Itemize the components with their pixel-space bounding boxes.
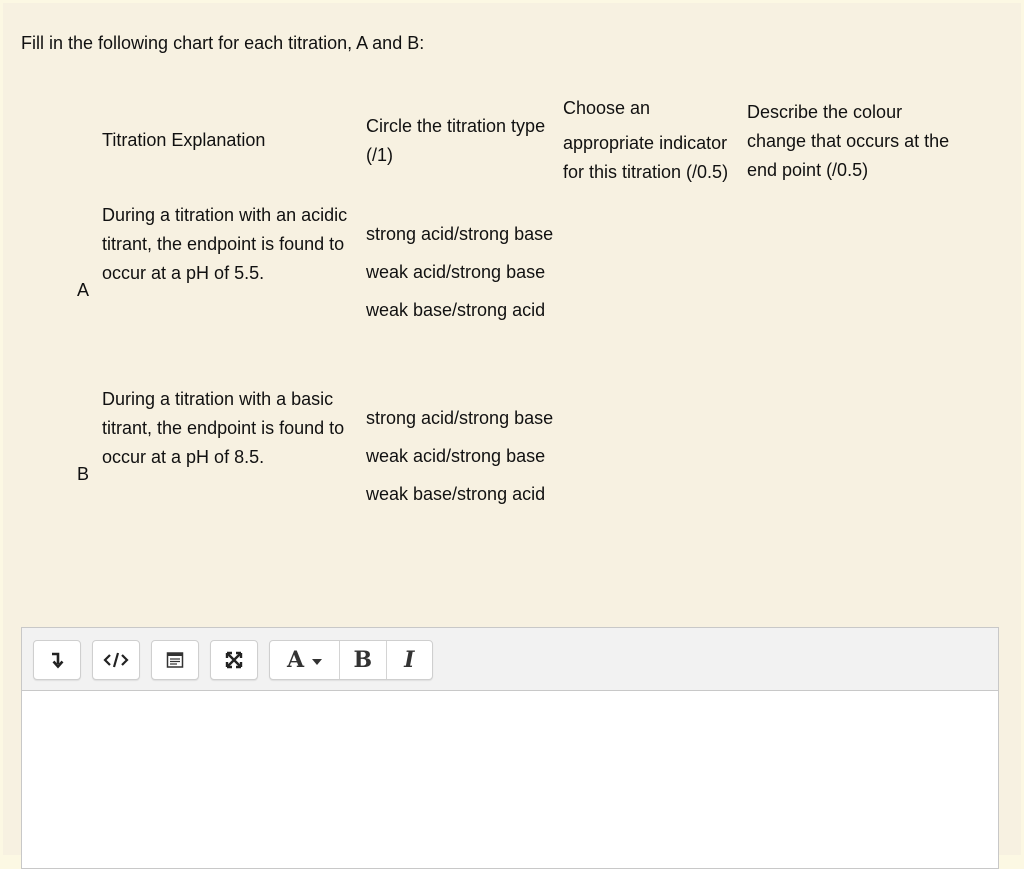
- question-page: [3, 3, 1021, 855]
- html-source-button[interactable]: [92, 640, 140, 680]
- row-a-option-weak-acid-strong-base: weak acid/strong base: [366, 262, 546, 282]
- row-b-explanation: During a titration with a basic titrant, the endpoint is found to occur at a pH of 8.5.: [102, 389, 345, 467]
- insert-template-button[interactable]: [151, 640, 199, 680]
- header-titration-type: Circle the titration type (/1): [366, 116, 546, 165]
- question-prompt: Fill in the following chart for each titration, A and B:: [21, 33, 425, 53]
- header-indicator-line2: appropriate indicator for this titration (/0.5): [563, 133, 729, 182]
- row-b-option-strong-acid-strong-base: strong acid/strong base: [366, 408, 554, 428]
- header-titration-explanation: Titration Explanation: [102, 130, 266, 150]
- row-b-option-weak-acid-strong-base: weak acid/strong base: [366, 446, 546, 466]
- row-a-explanation: During a titration with an acidic titrant, the endpoint is found to occur at a pH of 5.5.: [102, 205, 348, 283]
- collapse-toolbar-button[interactable]: [33, 640, 81, 680]
- bold-button[interactable]: [340, 641, 386, 679]
- text-format-group: [269, 640, 433, 680]
- insert-template-icon: [165, 650, 185, 670]
- chevron-down-icon: [312, 659, 322, 665]
- header-indicator-line1: Choose an: [563, 98, 651, 118]
- row-a-option-weak-base-strong-acid: weak base/strong acid: [366, 300, 546, 320]
- italic-button[interactable]: [387, 641, 432, 679]
- html-code-icon: [103, 650, 129, 670]
- header-colour-change: Describe the colour change that occurs at the end point (/0.5): [747, 102, 950, 180]
- bold-icon: B: [353, 647, 373, 673]
- collapse-toolbar-icon: [47, 650, 67, 670]
- row-b-option-weak-base-strong-acid: weak base/strong acid: [366, 484, 546, 504]
- fullscreen-button[interactable]: [210, 640, 258, 680]
- row-b-type-options: [366, 404, 562, 509]
- font-style-dropdown[interactable]: [270, 641, 340, 679]
- row-label-a: A: [77, 280, 90, 300]
- row-a-option-strong-acid-strong-base: strong acid/strong base: [366, 224, 554, 244]
- editor-toolbar: [22, 628, 998, 691]
- row-label-b: B: [77, 464, 90, 484]
- font-style-dropdown-icon: A: [287, 647, 305, 673]
- row-a-type-options: [366, 220, 562, 325]
- answer-editor: [21, 627, 999, 869]
- fullscreen-icon: [224, 650, 244, 670]
- editor-content-area[interactable]: [22, 691, 998, 868]
- italic-icon: I: [404, 647, 415, 673]
- header-indicator: [563, 94, 745, 187]
- titration-chart: [3, 3, 1021, 603]
